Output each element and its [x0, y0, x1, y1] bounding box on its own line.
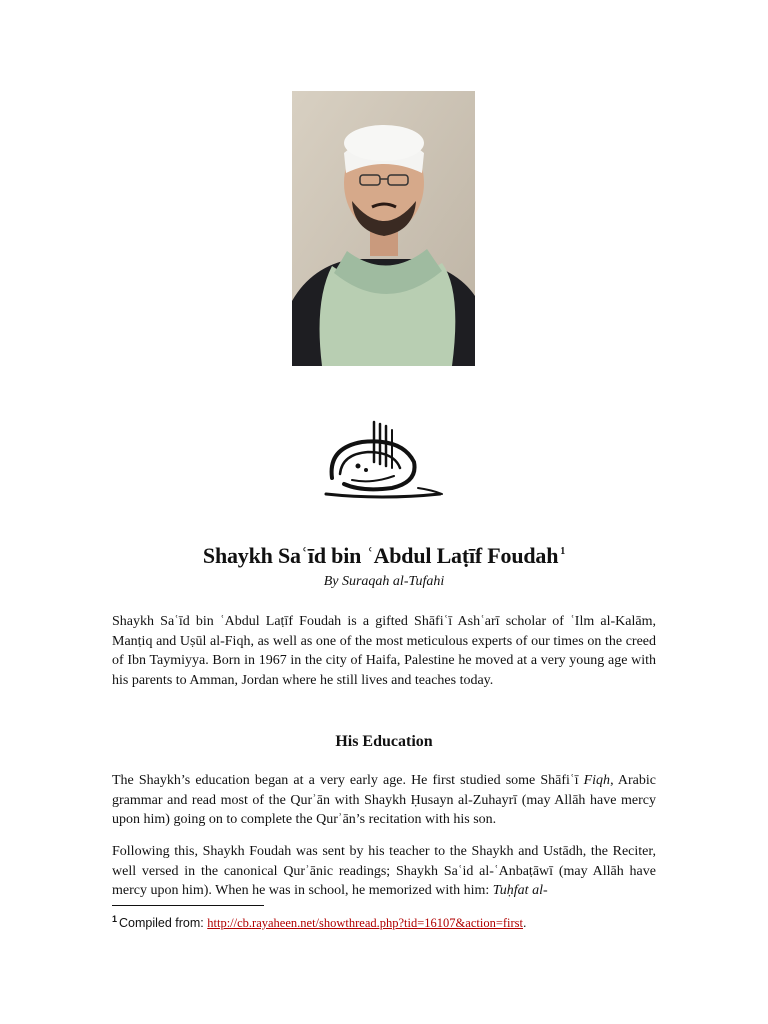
document-title: Shaykh Saʿīd bin ʿAbdul Laṭīf Foudah $^1$ [202, 543, 566, 568]
education-paragraph-2: Following this, Shaykh Foudah was sent by his teacher to the Shaykh and Ustādh, the Reciter, well versed in the canonical Qurʾānic readings; Shaykh Saʿid al-ʿAnbaṭāwī (may Allāh have mercy upon him). When he was in school, he memorized with him: Tuḥfat al- [112, 844, 656, 898]
author-byline: By Suraqah al-Tufahi [323, 574, 445, 589]
book-title-italic: Tuḥfat al- [492, 883, 548, 898]
footnote-divider [112, 905, 264, 906]
section-heading: His Education [335, 733, 433, 750]
title-footnote-marker: 1 [560, 546, 566, 557]
fiqh-term: Fiqh [583, 773, 611, 788]
intro-paragraph: Shaykh Saʿīd bin ʿAbdul Laṭīf Foudah is a gifted Shāfiʿī Ashʿarī scholar of ʿIlm al-Kalām, Manṭiq and Uṣūl al-Fiqh, as well as one of the most meticulous experts of our times on the creed of Ibn Taymiyya. Born in 1967 in the city of Haifa, Palestine he moved at a very young age with his parents to Amman, Jordan where he still lives and teaches today. [112, 614, 656, 688]
footnote-marker: 1 [112, 914, 118, 924]
education-paragraph-1: The Shaykh’s education began at a very early age. He first studied some Shāfiʿī Fiqh, Arabic grammar and read most of the Qurʾān with Shaykh Ḥusayn al-Zuhayrī (may Allāh have mercy upon him) going on to complete the Qurʾān’s recitation with his son. [112, 773, 656, 827]
portrait-photo [292, 91, 475, 366]
footnote-source-link[interactable]: http://cb.rayaheen.net/showthread.php?tid=16107&action=first [207, 916, 524, 930]
footnote: $^1$ Compiled from: http://cb.rayaheen.net/showthread.php?tid=16107&action=first. [112, 914, 527, 930]
bismillah-calligraphy-emblem [322, 418, 444, 502]
